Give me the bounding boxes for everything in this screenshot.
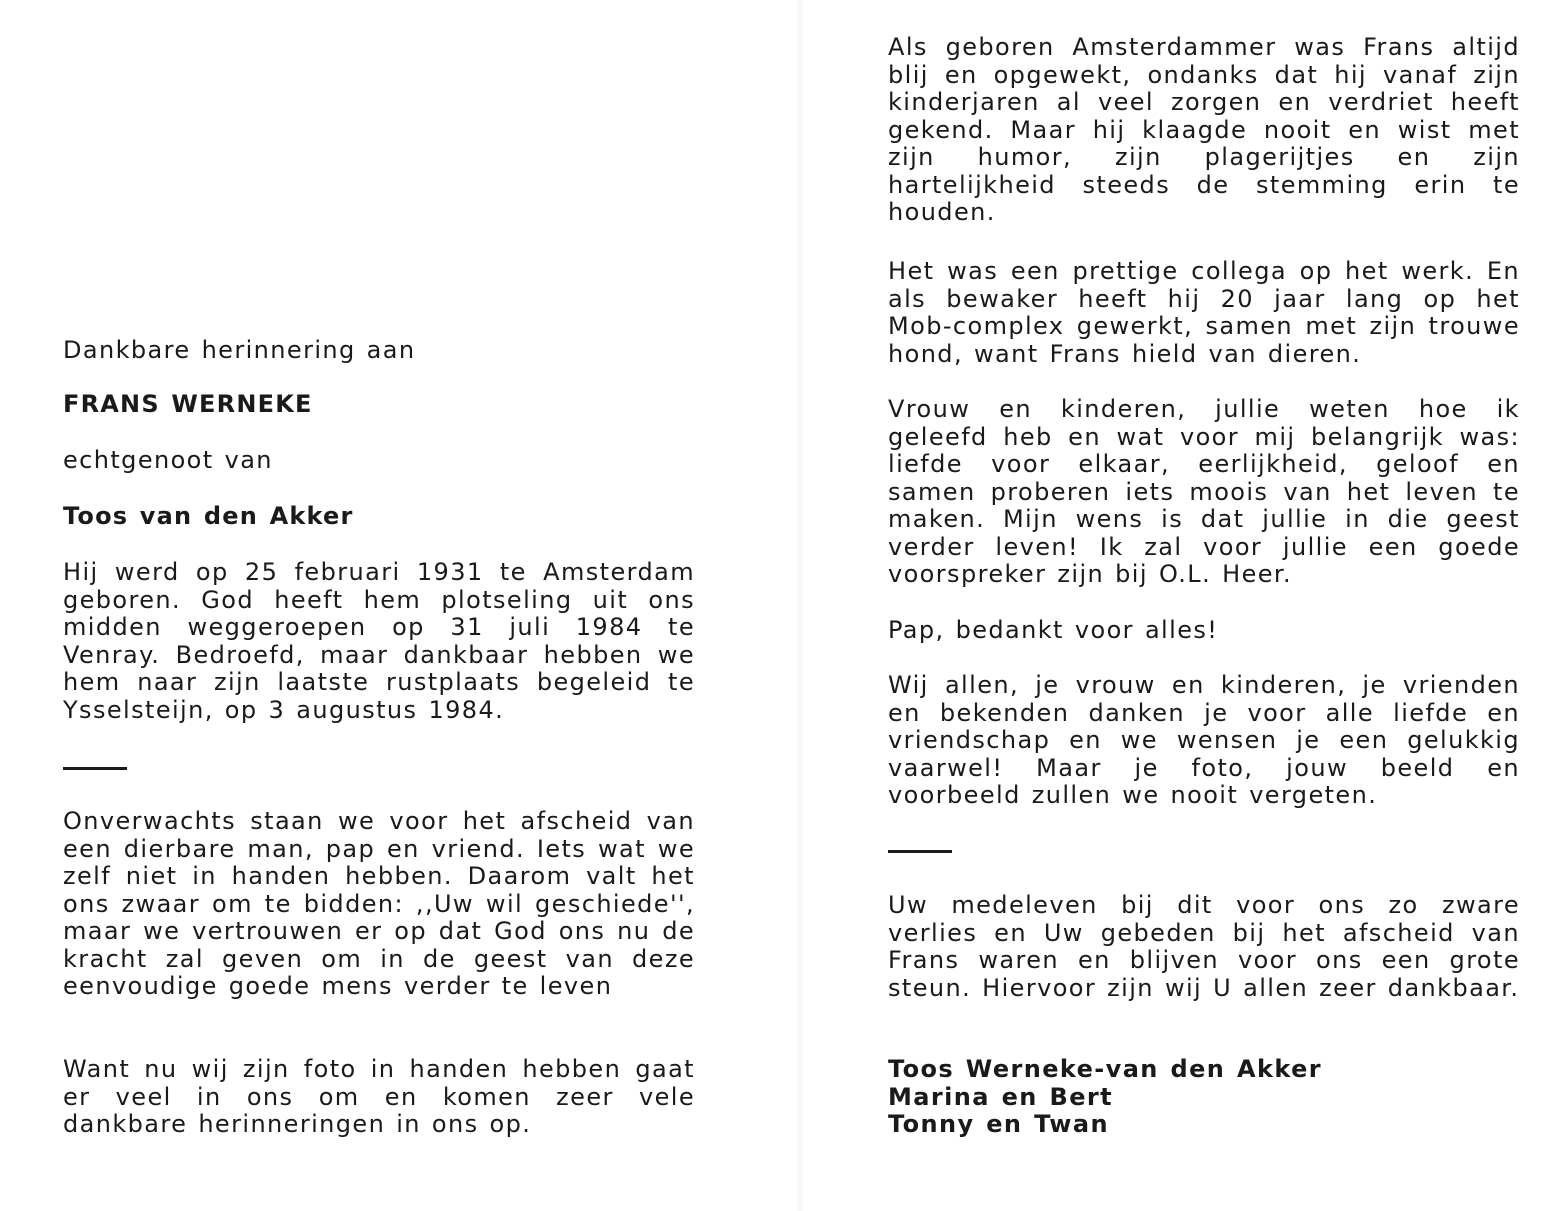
left-paragraph-2-block xyxy=(63,1056,695,1139)
signature-line: Toos Werneke-van den Akker xyxy=(888,1055,1322,1083)
right-paragraph-5: Wij allen, je vrouw en kinderen, je vrienden en bekenden danken je voor alle liefde en vriendschap en we wensen je een gelukkig vaarwel! Maar je foto, jouw beeld en voorbeeld zullen we nooit vergeten. xyxy=(888,671,1520,809)
right-paragraph-2: Het was een prettige collega op het werk. En als bewaker heeft hij 20 jaar lang op het Mob-complex gewerkt, samen met zijn trouwe hond, want Frans hield van dieren. xyxy=(888,257,1520,368)
card-fold xyxy=(795,0,805,1211)
intro-text xyxy=(63,337,695,365)
right-paragraph-5-block xyxy=(888,672,1520,810)
right-paragraph-2-block xyxy=(888,258,1520,368)
deceased-name: FRANS WERNEKE xyxy=(63,390,313,418)
spouse-intro-block xyxy=(63,447,695,475)
spouse-intro: echtgenoot van xyxy=(63,446,273,474)
divider-right xyxy=(888,850,952,853)
bio-block xyxy=(63,559,695,724)
left-paragraph-1-block xyxy=(63,808,695,1001)
left-paragraph-2: Want nu wij zijn foto in handen hebben gaat er veel in ons om en komen zeer vele dankbare herinneringen in ons op. xyxy=(63,1055,695,1138)
right-paragraph-1-block xyxy=(888,34,1520,227)
right-paragraph-6-block xyxy=(888,892,1520,1002)
signatures-block xyxy=(888,1056,1520,1139)
divider-left xyxy=(63,767,127,770)
right-paragraph-6: Uw medeleven bij dit voor ons zo zware verlies en Uw gebeden bij het afscheid van Frans waren en blijven voor ons een grote steun. Hiervoor zijn wij U allen zeer dankbaar. xyxy=(888,891,1520,1002)
deceased-name-block xyxy=(63,391,695,419)
right-paragraph-4: Pap, bedankt voor alles! xyxy=(888,616,1219,644)
signature-line: Marina en Bert xyxy=(888,1082,1113,1111)
right-paragraph-3-block xyxy=(888,396,1520,589)
intro-line: Dankbare herinnering aan xyxy=(63,336,416,364)
right-paragraph-4-block xyxy=(888,617,1520,645)
right-paragraph-1: Als geboren Amsterdammer was Frans altijd blij en opgewekt, ondanks dat hij vanaf zijn kinderjaren al veel zorgen en verdriet heeft gekend. Maar hij klaagde nooit en wist met zijn humor, zijn plagerijtjes en zijn hartelijkheid steeds de stemming erin te houden. xyxy=(888,33,1520,226)
spouse-name: Toos van den Akker xyxy=(63,502,354,530)
left-paragraph-1: Onverwachts staan we voor het afscheid van een dierbare man, pap en vriend. Iets wat we zelf niet in handen hebben. Daarom valt het ons zwaar om te bidden: ,,Uw wil geschiede'', maar we vertrouwen er op dat God ons nu de kracht zal geven om in de geest van deze eenvoudige goede mens verder te leven xyxy=(63,807,695,1000)
right-paragraph-3: Vrouw en kinderen, jullie weten hoe ik geleefd heb en wat voor mij belangrijk was: liefde voor elkaar, eerlijkheid, geloof en samen proberen iets moois van het leven te maken. Mijn wens is dat jullie in die geest verder leven! Ik zal voor jullie een goede voorspreker zijn bij O.L. Heer. xyxy=(888,395,1520,588)
bio-paragraph: Hij werd op 25 februari 1931 te Amsterdam geboren. God heeft hem plotseling uit ons midden weggeroepen op 31 juli 1984 te Venray. Bedroefd, maar dankbaar hebben we hem naar zijn laatste rustplaats begeleid te Ysselsteijn, op 3 augustus 1984. xyxy=(63,558,695,724)
spouse-name-block xyxy=(63,503,695,531)
signature-line: Tonny en Twan xyxy=(888,1110,1109,1138)
